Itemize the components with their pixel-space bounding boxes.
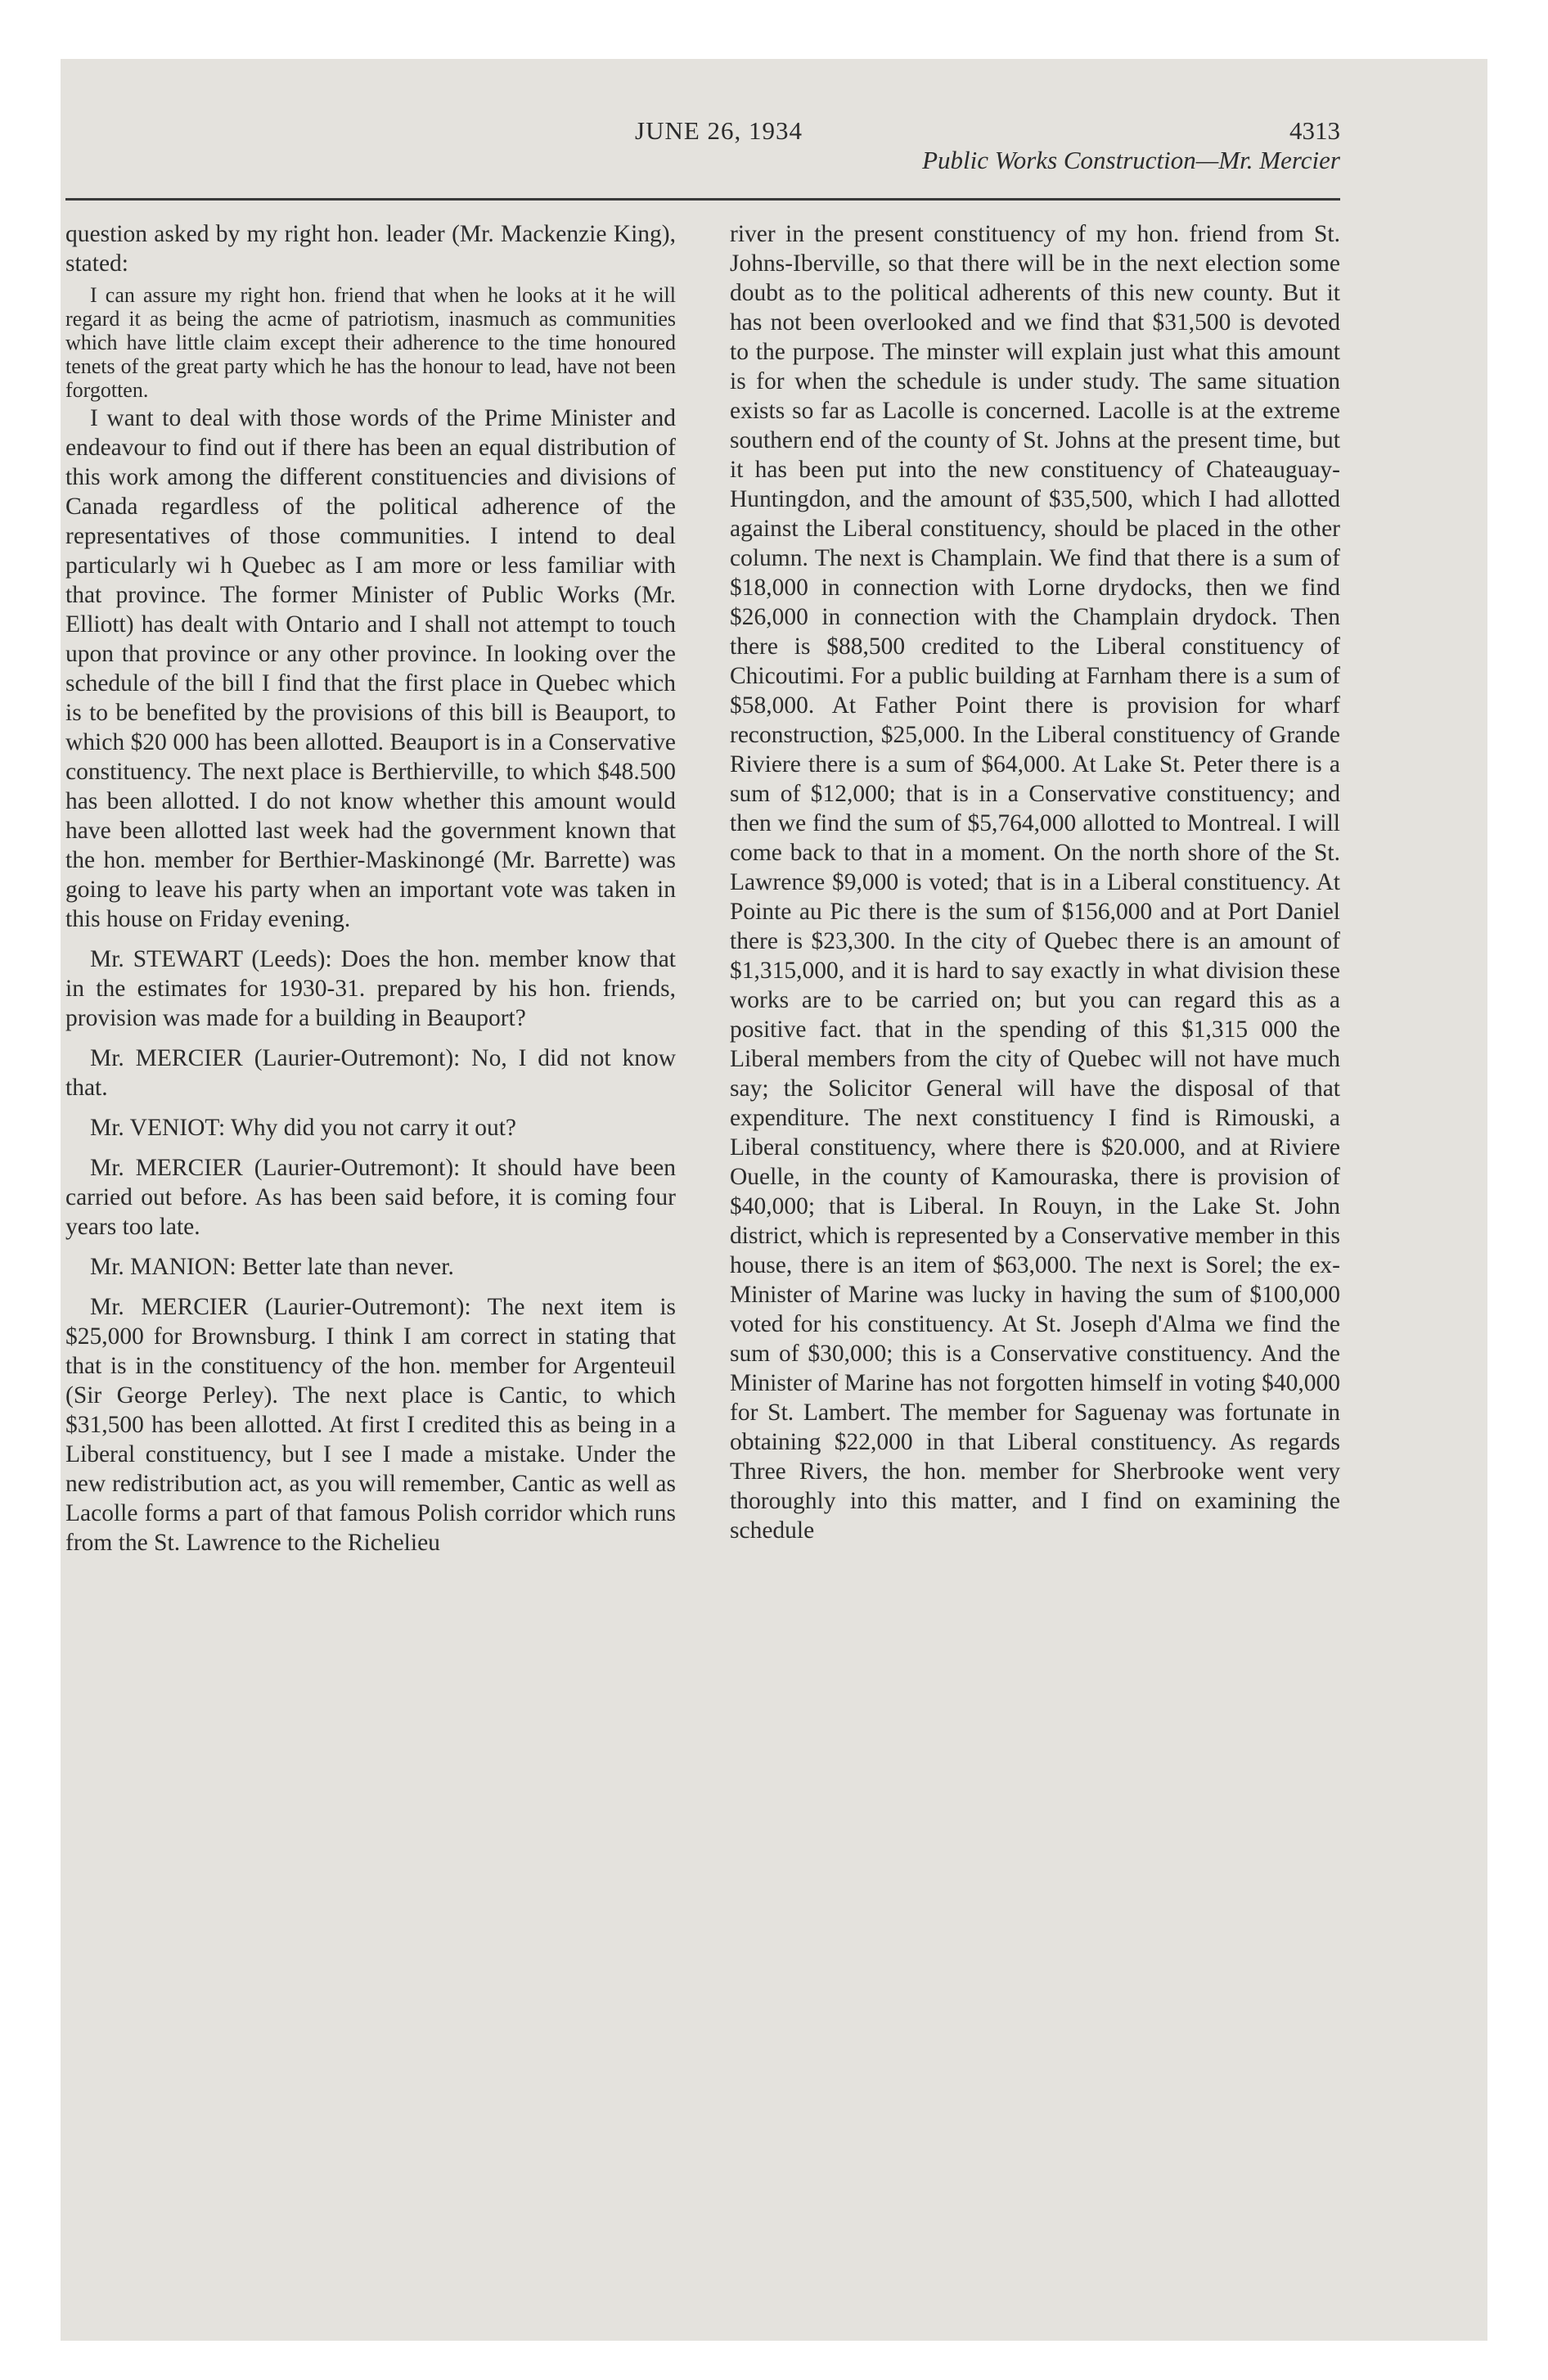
speech-mercier: Mr. MERCIER (Laurier-Outremont): It should have been carried out before. As has been said before, it is coming four years too late.: [65, 1155, 676, 1240]
page-header: [65, 59, 1340, 174]
document-page: [65, 59, 1340, 1556]
paragraph: I want to deal with those words of the Prime Minister and endeavour to find out if there has been an equal distribution of this work among the different constituencies and divisions of Canada regardless of the political adherence of the representatives of those communities. I intend to deal particularly wi h Quebec as I am more or less familiar with that province. The former Minister of Public Works (Mr. Elliott) has dealt with Ontario and I shall not attempt to touch upon that province or any other province. In looking over the schedule of the bill I find that the first place in Quebec which is to be benefited by the provisions of this bill is Beauport, to which $20 000 has been allotted. Beauport is in a Conservative constituency. The next place is Berthierville, to which $48.500 has been allotted. I do not know whether this amount would have been allotted last week had the government known that the hon. member for Berthier-Maskinongé (Mr. Barrette) was going to leave his party when an important vote was taken in this house on Friday evening.: [65, 405, 676, 932]
right-column: [730, 219, 1340, 1545]
left-column: [65, 219, 676, 1557]
header-running-title: Public Works Construction—Mr. Mercier: [922, 146, 1340, 174]
speech-mercier: Mr. MERCIER (Laurier-Outremont): No, I did not know that.: [65, 1045, 676, 1101]
block-quote: I can assure my right hon. friend that when he looks at it he will regard it as being the acme of patriotism, inasmuch as communities which have little claim except their adherence to the time honoured tenets of the great party which he has the honour to lead, have not been forgotten.: [65, 283, 676, 402]
speech-manion: Mr. MANION: Better late than never.: [90, 1254, 454, 1280]
header-page-number: 4313: [1289, 116, 1340, 145]
paragraph: question asked by my right hon. leader (Mr. Mackenzie King), stated:: [65, 221, 676, 277]
speech-stewart: Mr. STEWART (Leeds): Does the hon. member know that in the estimates for 1930-31. prepared by his hon. friends, provision was made for a building in Beauport?: [65, 946, 676, 1031]
speech-mercier: Mr. MERCIER (Laurier-Outremont): The next item is $25,000 for Brownsburg. I think I am correct in stating that that is in the constituency of the hon. member for Argenteuil (Sir George Perley). The next place is Cantic, to which $31,500 has been allotted. At first I credited this as being in a Liberal constituency, but I see I made a mistake. Under the new redistribution act, as you will remember, Cantic as well as Lacolle forms a part of that famous Polish corridor which runs from the St. Lawrence to the Richelieu: [65, 1294, 676, 1556]
header-rule: [65, 198, 1340, 201]
header-date: JUNE 26, 1934: [635, 116, 803, 145]
speech-veniot: Mr. VENIOT: Why did you not carry it out?: [90, 1115, 516, 1141]
paragraph: river in the present constituency of my hon. friend from St. Johns-Iberville, so that there will be in the next election some doubt as to the political adherents of this new county. But it has not been overlooked and we find that $31,500 is devoted to the purpose. The minster will explain just what this amount is for when the schedule is under study. The same situation exists so far as Lacolle is concerned. Lacolle is at the extreme southern end of the county of St. Johns at the present time, but it has been put into the new constituency of Chateauguay-Huntingdon, and the amount of $35,500, which I had allotted against the Liberal constituency, should be placed in the other column. The next is Champlain. We find that there is a sum of $18,000 in connection with Lorne drydocks, then we find $26,000 in connection with the Champlain drydock. Then there is $88,500 credited to the Liberal constituency of Chicoutimi. For a public building at Farnham there is a sum of $58,000. At Father Point there is provision for wharf reconstruction, $25,000. In the Liberal constituency of Grande Riviere there is a sum of $64,000. At Lake St. Peter there is a sum of $12,000; that is in a Conservative constituency; and then we find the sum of $5,764,000 allotted to Montreal. I will come back to that in a moment. On the north shore of the St. Lawrence $9,000 is voted; that is in a Liberal constituency. At Pointe au Pic there is the sum of $156,000 and at Port Daniel there is $23,300. In the city of Quebec there is an amount of $1,315,000, and it is hard to say exactly in what division these works are to be carried on; but you can regard this as a positive fact. that in the spending of this $1,315 000 the Liberal members from the city of Quebec will not have much say; the Solicitor General will have the disposal of that expenditure. The next constituency I find is Rimouski, a Liberal constituency, where there is $20.000, and at Riviere Ouelle, in the county of Kamouraska, there is provision of $40,000; that is Liberal. In Rouyn, in the Lake St. John district, which is represented by a Conservative member in this house, there is an item of $63,000. The next is Sorel; the ex-Minister of Marine was lucky in having the sum of $100,000 voted for his constituency. At St. Joseph d'Alma we find the sum of $30,000; this is a Conservative constituency. And the Minister of Marine has not forgotten himself in voting $40,000 for St. Lambert. The member for Saguenay was fortunate in obtaining $22,000 in that Liberal constituency. As regards Three Rivers, the hon. member for Sherbrooke went very thoroughly into this matter, and I find on examining the schedule: [730, 221, 1340, 1544]
